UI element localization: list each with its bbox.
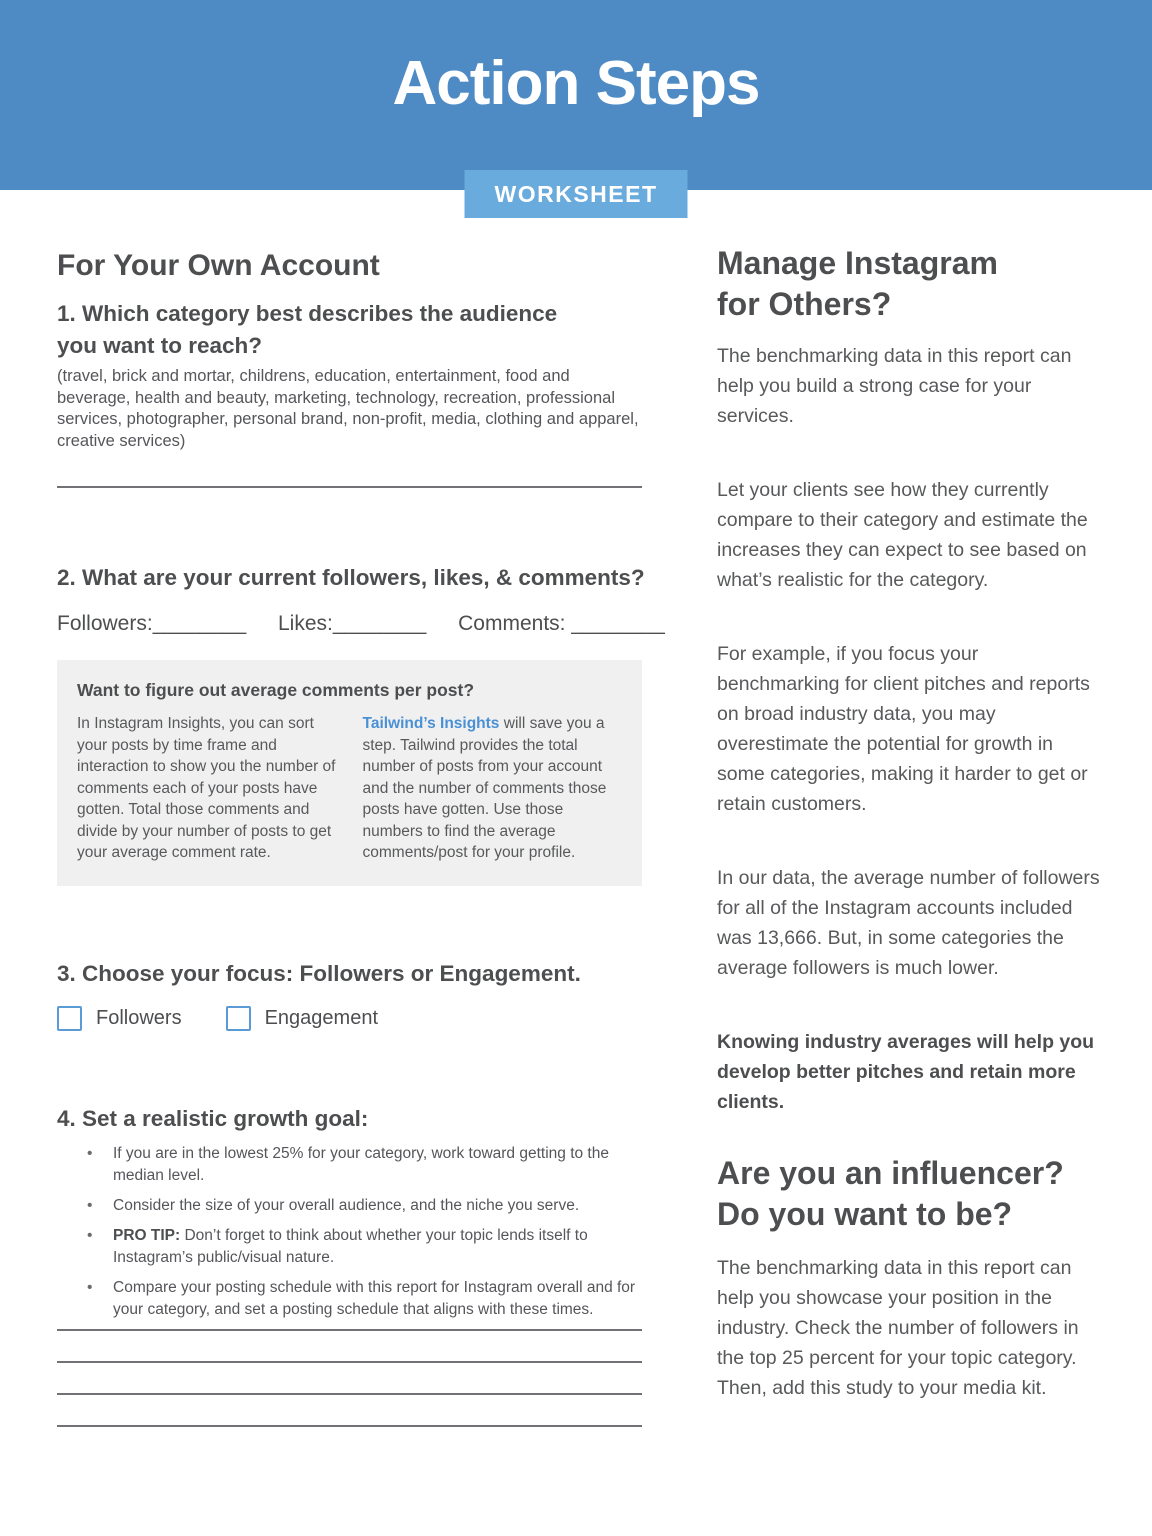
question-3-title: 3. Choose your focus: Followers or Engagement. xyxy=(57,960,581,986)
question-2-title: 2. What are your current followers, likes, & comments? xyxy=(57,565,645,590)
followers-field xyxy=(57,612,246,635)
question-4-bullet-list xyxy=(57,1143,642,1321)
question-4-write-in-line xyxy=(57,1393,642,1395)
tip-box-column-2 xyxy=(363,713,623,864)
paragraph-bold: Knowing industry averages will help you develop better pitches and retain more clients. xyxy=(717,1030,1095,1113)
question-4-write-in-line xyxy=(57,1329,642,1331)
question-2-fields xyxy=(57,612,665,636)
bullet-item: • If you are in the lowest 25% for your category, work toward getting to the median level. xyxy=(57,1143,642,1187)
tip-box-column-2-text: will save you a step. Tailwind provides the total number of posts from your account and the number of comments those posts have gotten. Use those numbers to find the average comments/post for your profile. xyxy=(362,715,607,861)
question-1-category-hint: (travel, brick and mortar, childrens, education, entertainment, food and beverage, health and beauty, marketing, technology, recreation, professional services, photographer, personal brand, non-profit, media, clothing and apparel, creative services) xyxy=(57,367,639,450)
paragraph: Let your clients see how they currently compare to their category and estimate the increases they can expect to see based on what’s realistic for the category. xyxy=(717,478,1088,591)
tip-box-title: Want to figure out average comments per post? xyxy=(77,680,475,700)
question-1-title: 1. Which category best describes the audience you want to reach? xyxy=(57,301,558,358)
right-column xyxy=(717,243,1105,1403)
left-column xyxy=(57,248,665,1427)
paragraph: For example, if you focus your benchmarking for client pitches and reports on broad industry data, you may overestimate the potential for growth in some categories, making it harder to get or retain customers. xyxy=(717,642,1090,815)
likes-blank: ________ xyxy=(332,612,427,635)
question-4-title: 4. Set a realistic growth goal: xyxy=(57,1105,369,1131)
question-3-options xyxy=(57,1006,642,1031)
engagement-option-label: Engagement xyxy=(264,1006,378,1029)
engagement-option xyxy=(226,1006,378,1031)
page-title: Action Steps xyxy=(392,49,760,118)
influencer-heading: Are you an influencer? Do you want to be? xyxy=(717,1154,1064,1232)
question-4-write-in-line xyxy=(57,1361,642,1363)
question-1-write-in-line xyxy=(57,486,642,488)
comments-blank: ________ xyxy=(571,612,665,635)
followers-blank: ________ xyxy=(152,612,247,635)
bullet-item: • Consider the size of your overall audience, and the niche you serve. xyxy=(57,1195,642,1217)
likes-label: Likes: xyxy=(277,612,333,635)
followers-option xyxy=(57,1006,182,1031)
followers-label: Followers: xyxy=(57,612,153,635)
followers-option-label: Followers xyxy=(96,1006,182,1029)
worksheet-badge: WORKSHEET xyxy=(465,170,688,218)
bullet-item: • PRO TIP: Don’t forget to think about whether your topic lends itself to Instagram’s public/visual nature. xyxy=(57,1225,642,1269)
comments-label: Comments: xyxy=(458,612,572,635)
left-section-title: For Your Own Account xyxy=(57,249,380,282)
tip-box-column-1: In Instagram Insights, you can sort your posts by time frame and interaction to show you the number of comments each of your posts have gotten. Total those comments and divide by your number of posts to get your average comment rate. xyxy=(77,715,336,861)
tailwind-insights-link[interactable]: Tailwind’s Insights xyxy=(362,715,500,732)
tip-box-columns xyxy=(77,713,622,864)
paragraph: The benchmarking data in this report can help you build a strong case for your services. xyxy=(717,344,1072,427)
followers-checkbox[interactable] xyxy=(57,1006,82,1031)
header-band xyxy=(0,0,1152,190)
tip-box xyxy=(57,660,642,886)
question-4-write-in-line xyxy=(57,1425,642,1427)
paragraph: The benchmarking data in this report can help you showcase your position in the industry. Check the number of followers in the top 25 percent for your topic category. Then, add this study to your media kit. xyxy=(717,1256,1079,1399)
bullet-item: • Compare your posting schedule with this report for Instagram overall and for your category, and set a posting schedule that aligns with these times. xyxy=(57,1277,642,1321)
likes-field xyxy=(278,612,426,635)
paragraph: In our data, the average number of followers for all of the Instagram accounts included was 13,666. But, in some categories the average followers is much lower. xyxy=(717,866,1100,979)
manage-instagram-heading: Manage Instagram for Others? xyxy=(717,245,998,322)
comments-field xyxy=(458,612,665,635)
engagement-checkbox[interactable] xyxy=(226,1006,251,1031)
